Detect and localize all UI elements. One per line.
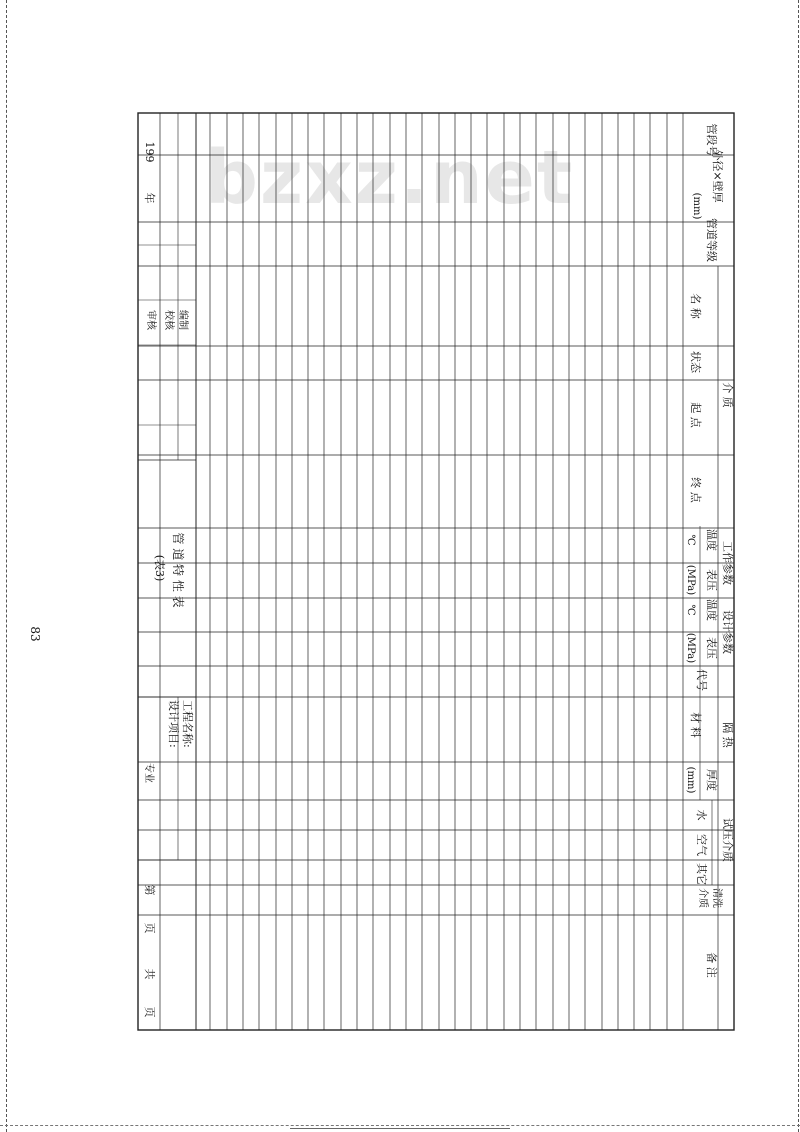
col-work-params: 工作参数 [721, 541, 734, 585]
total-label: 共 [143, 968, 156, 980]
project-name-label: 工程名称: [181, 700, 194, 748]
watermark: bzxz.net [205, 135, 575, 221]
page-number: 83 [28, 626, 42, 642]
compile-label: 编制 [177, 310, 188, 330]
col-work-temp-unit: ℃ [685, 534, 696, 546]
col-insulation: 隔 热 [721, 722, 734, 748]
col-test-other: 其它 [695, 863, 708, 885]
col-design-temp: 温度 [705, 599, 718, 621]
year-label: 年 [143, 192, 156, 204]
col-medium-state: 状态 [689, 351, 702, 373]
form-title: 管 道 特 性 表 [171, 532, 185, 608]
col-insulation-code: 代号 [695, 669, 708, 691]
col-insulation-thickness: 厚度 [705, 769, 718, 791]
form-outer-border [138, 113, 734, 1030]
col-insulation-material: 材 料 [689, 712, 702, 738]
col-pipe-grade: 管道等级 [705, 218, 718, 262]
design-item-label: 设计项目: [167, 700, 180, 748]
col-design-press: 表压 [705, 637, 718, 659]
col-medium: 介 质 [721, 382, 734, 408]
total-page-label: 页 [143, 1006, 156, 1018]
check-label: 校核 [163, 310, 174, 330]
col-remarks: 备 注 [705, 952, 718, 978]
col-od-wall-unit: (mm) [691, 192, 702, 220]
col-work-press: 表压 [705, 569, 718, 591]
col-design-temp-unit: ℃ [685, 604, 696, 616]
col-pipe-no: 管段号 [705, 123, 718, 157]
form-grid [138, 113, 734, 1030]
col-test-water: 水 [695, 809, 708, 821]
col-work-temp: 温度 [705, 529, 718, 551]
col-design-press-unit: (MPa) [685, 632, 696, 664]
col-purge-medium-2: 介质 [697, 888, 708, 908]
col-test-medium: 试压介质 [721, 818, 734, 862]
col-medium-name: 名 称 [689, 293, 702, 319]
col-test-air: 空气 [695, 834, 708, 856]
year-prefix: 199 [143, 141, 156, 163]
col-od-wall: 外径×壁厚 [711, 149, 724, 203]
col-start-point: 起 点 [689, 402, 702, 428]
col-purge-medium-1: 清洗 [711, 888, 722, 908]
sheet-page-label: 页 [143, 922, 156, 934]
col-insulation-thickness-unit: (mm) [685, 766, 696, 794]
col-design-params: 设计参数 [721, 610, 734, 654]
sheet-label: 第 [143, 884, 156, 896]
form-subtitle: (表3) [153, 554, 166, 582]
col-end-point: 终 点 [689, 477, 702, 503]
col-work-press-unit: (MPa) [685, 564, 696, 596]
specialty-label: 专业 [143, 763, 154, 783]
review-label: 审核 [145, 310, 156, 330]
